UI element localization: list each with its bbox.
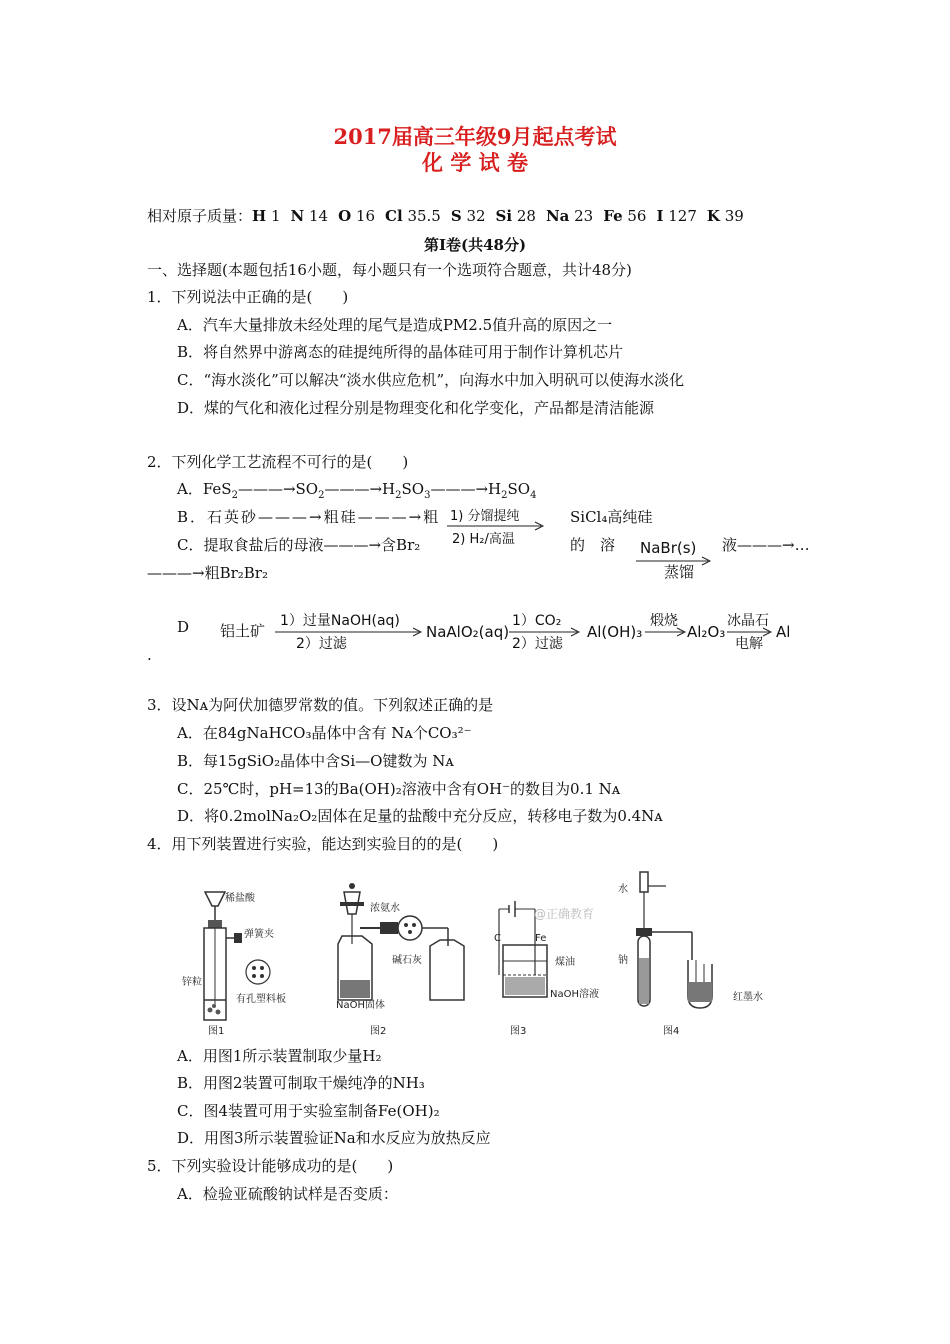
q2-d-mid2: Al(OH)₃ [587, 623, 643, 641]
atomic-mass-element: Cl [385, 207, 403, 225]
atomic-masses-label: 相对原子质量： [147, 207, 253, 225]
q2-c-line2: ———→粗Br₂Br₂ [147, 564, 268, 582]
q2-c-arrow-top: NaBr(s) [640, 539, 697, 557]
fig3-label-fe: Fe [535, 933, 547, 944]
q2-b-arrow-top: 1) 分馏提纯 [450, 509, 520, 524]
exam-title: 2017届高三年级9月起点考试 [333, 124, 617, 149]
fig4-label-sodium: 钠 [618, 955, 628, 966]
atomic-mass-item [603, 207, 646, 225]
atomic-mass-element: K [706, 207, 720, 225]
atomic-mass-item [496, 207, 536, 225]
atomic-mass-element: H [252, 207, 267, 225]
fig1-label-zinc: 锌粒 [182, 977, 202, 988]
q1-option-a: A．汽车大量排放未经处理的尾气是造成PM2.5值升高的原因之一 [177, 316, 613, 334]
atomic-mass-value: 32 [461, 207, 486, 225]
atomic-mass-value: 28 [512, 207, 536, 225]
q2-c-mid: 的 溶 [570, 536, 616, 554]
fig2-label-ammonia: 浓氨水 [370, 903, 400, 914]
fig3-caption: 图3 [510, 1026, 527, 1037]
fig1-label-plate: 有孔塑料板 [236, 994, 286, 1005]
atomic-mass-element: Fe [603, 207, 623, 225]
atomic-masses-line [147, 206, 754, 226]
q2-option-c: C．提取食盐后的母液———→含Br₂ [177, 536, 421, 554]
atomic-mass-item [656, 207, 696, 225]
q1-option-b: B．将自然界中游离态的硅提纯所得的晶体硅可用于制作计算机芯片 [177, 343, 624, 361]
atomic-mass-value: 35.5 [402, 207, 441, 225]
q2-b-arrow-bottom: 2) H₂/高温 [452, 532, 515, 547]
fig2-caption: 图2 [370, 1026, 387, 1037]
q2-d-mid3: Al₂O₃ [687, 623, 726, 641]
q5-option-a: A．检验亚硫酸钠试样是否变质： [177, 1185, 398, 1203]
q2-d-arrow4-top: 冰晶石 [727, 613, 769, 629]
atomic-mass-element: O [338, 207, 352, 225]
q2-stem: 2．下列化学工艺流程不可行的是( ) [147, 453, 409, 471]
atomic-mass-element: Na [545, 207, 570, 225]
atomic-mass-item [707, 207, 744, 225]
atomic-mass-element: N [290, 207, 305, 225]
q4-option-d: D．用图3所示装置验证Na和水反应为放热反应 [177, 1129, 491, 1147]
q2-d-arrow2-top: 1）CO₂ [512, 613, 562, 629]
atomic-mass-item [252, 207, 281, 225]
q3-option-b: B．每15gSiO₂晶体中含Si—O键数为 Nᴀ [177, 752, 454, 770]
fig2-label-naoh: NaOH固体 [336, 1000, 385, 1011]
fig2-label-lime: 碱石灰 [392, 955, 422, 966]
atomic-mass-value: 16 [351, 207, 376, 225]
q2-d-label: D [177, 618, 190, 636]
atomic-mass-item [451, 207, 486, 225]
q2-d-arrow4-bottom: 电解 [735, 636, 763, 652]
atomic-mass-item [338, 207, 375, 225]
atomic-mass-value: 14 [304, 207, 329, 225]
q2-d-arrow3-top: 煅烧 [650, 613, 678, 629]
figure-2-drawing [330, 880, 480, 1010]
atomic-mass-value: 1 [266, 207, 281, 225]
atomic-mass-value: 127 [663, 207, 697, 225]
q2-option-b: B．石英砂———→粗硅———→粗 [177, 508, 441, 526]
q2-d-start: 铝土矿 [220, 622, 266, 640]
q2-d-dot: . [147, 646, 152, 664]
atomic-mass-value: 56 [622, 207, 647, 225]
q4-option-b: B．用图2装置可制取干燥纯净的NH₃ [177, 1074, 425, 1092]
part-title: 一、选择题(本题包括16小题，每小题只有一个选项符合题意，共计48分) [147, 261, 632, 279]
fig1-caption: 图1 [208, 1026, 225, 1037]
q2-c-tail: 液———→… [722, 536, 810, 554]
q3-option-d: D．将0.2molNa₂O₂固体在足量的盐酸中充分反应，转移电子数为0.4Nᴀ [177, 807, 663, 825]
atomic-mass-item [385, 207, 441, 225]
atomic-mass-item [291, 207, 329, 225]
figure-4-drawing [630, 868, 750, 1018]
q2-d-arrow1-bottom: 2）过滤 [296, 636, 347, 652]
figure-1-drawing [190, 880, 300, 1040]
q1-option-c: C．“海水淡化”可以解决“淡水供应危机”，向海水中加入明矾可以使海水淡化 [177, 371, 685, 389]
fig3-label-naoh: NaOH溶液 [550, 989, 599, 1000]
atomic-mass-element: I [656, 207, 664, 225]
q2-d-arrow3 [645, 627, 690, 637]
exam-subtitle: 化 学 试 卷 [422, 150, 528, 175]
fig4-label-water: 水 [618, 884, 628, 895]
atomic-mass-item [546, 207, 593, 225]
section-title: 第Ⅰ卷(共48分) [423, 236, 527, 254]
q5-stem: 5．下列实验设计能够成功的是( ) [147, 1157, 394, 1175]
q2-d-arrow2-bottom: 2）过滤 [512, 636, 563, 652]
q2-b-tail: SiCl₄高纯硅 [570, 508, 653, 526]
fig1-label-acid: 稀盐酸 [225, 893, 255, 904]
q3-option-c: C．25℃时，pH=13的Ba(OH)₂溶液中含有OH⁻的数目为0.1 Nᴀ [177, 780, 621, 798]
q2-d-arrow1-top: 1）过量NaOH(aq) [280, 613, 400, 629]
q1-option-d: D．煤的气化和液化过程分别是物理变化和化学变化，产品都是清洁能源 [177, 399, 655, 417]
q3-option-a: A．在84gNaHCO₃晶体中含有 Nᴀ个CO₃²⁻ [177, 724, 472, 742]
atomic-mass-element: Si [495, 207, 513, 225]
fig4-label-ink: 红墨水 [733, 992, 763, 1003]
q2-c-arrow-bottom: 蒸馏 [664, 563, 695, 581]
fig3-label-c: C [494, 933, 501, 944]
q3-stem: 3．设Nᴀ为阿伏加德罗常数的值。下列叙述正确的是 [147, 696, 494, 714]
q2-option-a: A．$FeS_2———\to SO_2———\to H_2SO_3———\to H_2SO_4$ [177, 480, 537, 501]
fig3-label-kerosene: 煤油 [555, 957, 575, 968]
atomic-mass-element: S [450, 207, 462, 225]
fig3-watermark: @正确教育 [534, 907, 595, 921]
q2-d-mid1: NaAlO₂(aq) [426, 623, 510, 641]
q4-option-c: C．图4装置可用于实验室制备Fe(OH)₂ [177, 1102, 440, 1120]
q4-stem: 4．用下列装置进行实验，能达到实验目的的是( ) [147, 835, 499, 853]
fig4-caption: 图4 [663, 1026, 680, 1037]
atomic-mass-value: 23 [569, 207, 594, 225]
atomic-mass-value: 39 [719, 207, 744, 225]
fig1-label-clip: 弹簧夹 [244, 929, 274, 940]
q4-option-a: A．用图1所示装置制取少量H₂ [177, 1047, 382, 1065]
q2-d-end: Al [776, 623, 791, 641]
q1-stem: 1．下列说法中正确的是( ) [147, 288, 349, 306]
